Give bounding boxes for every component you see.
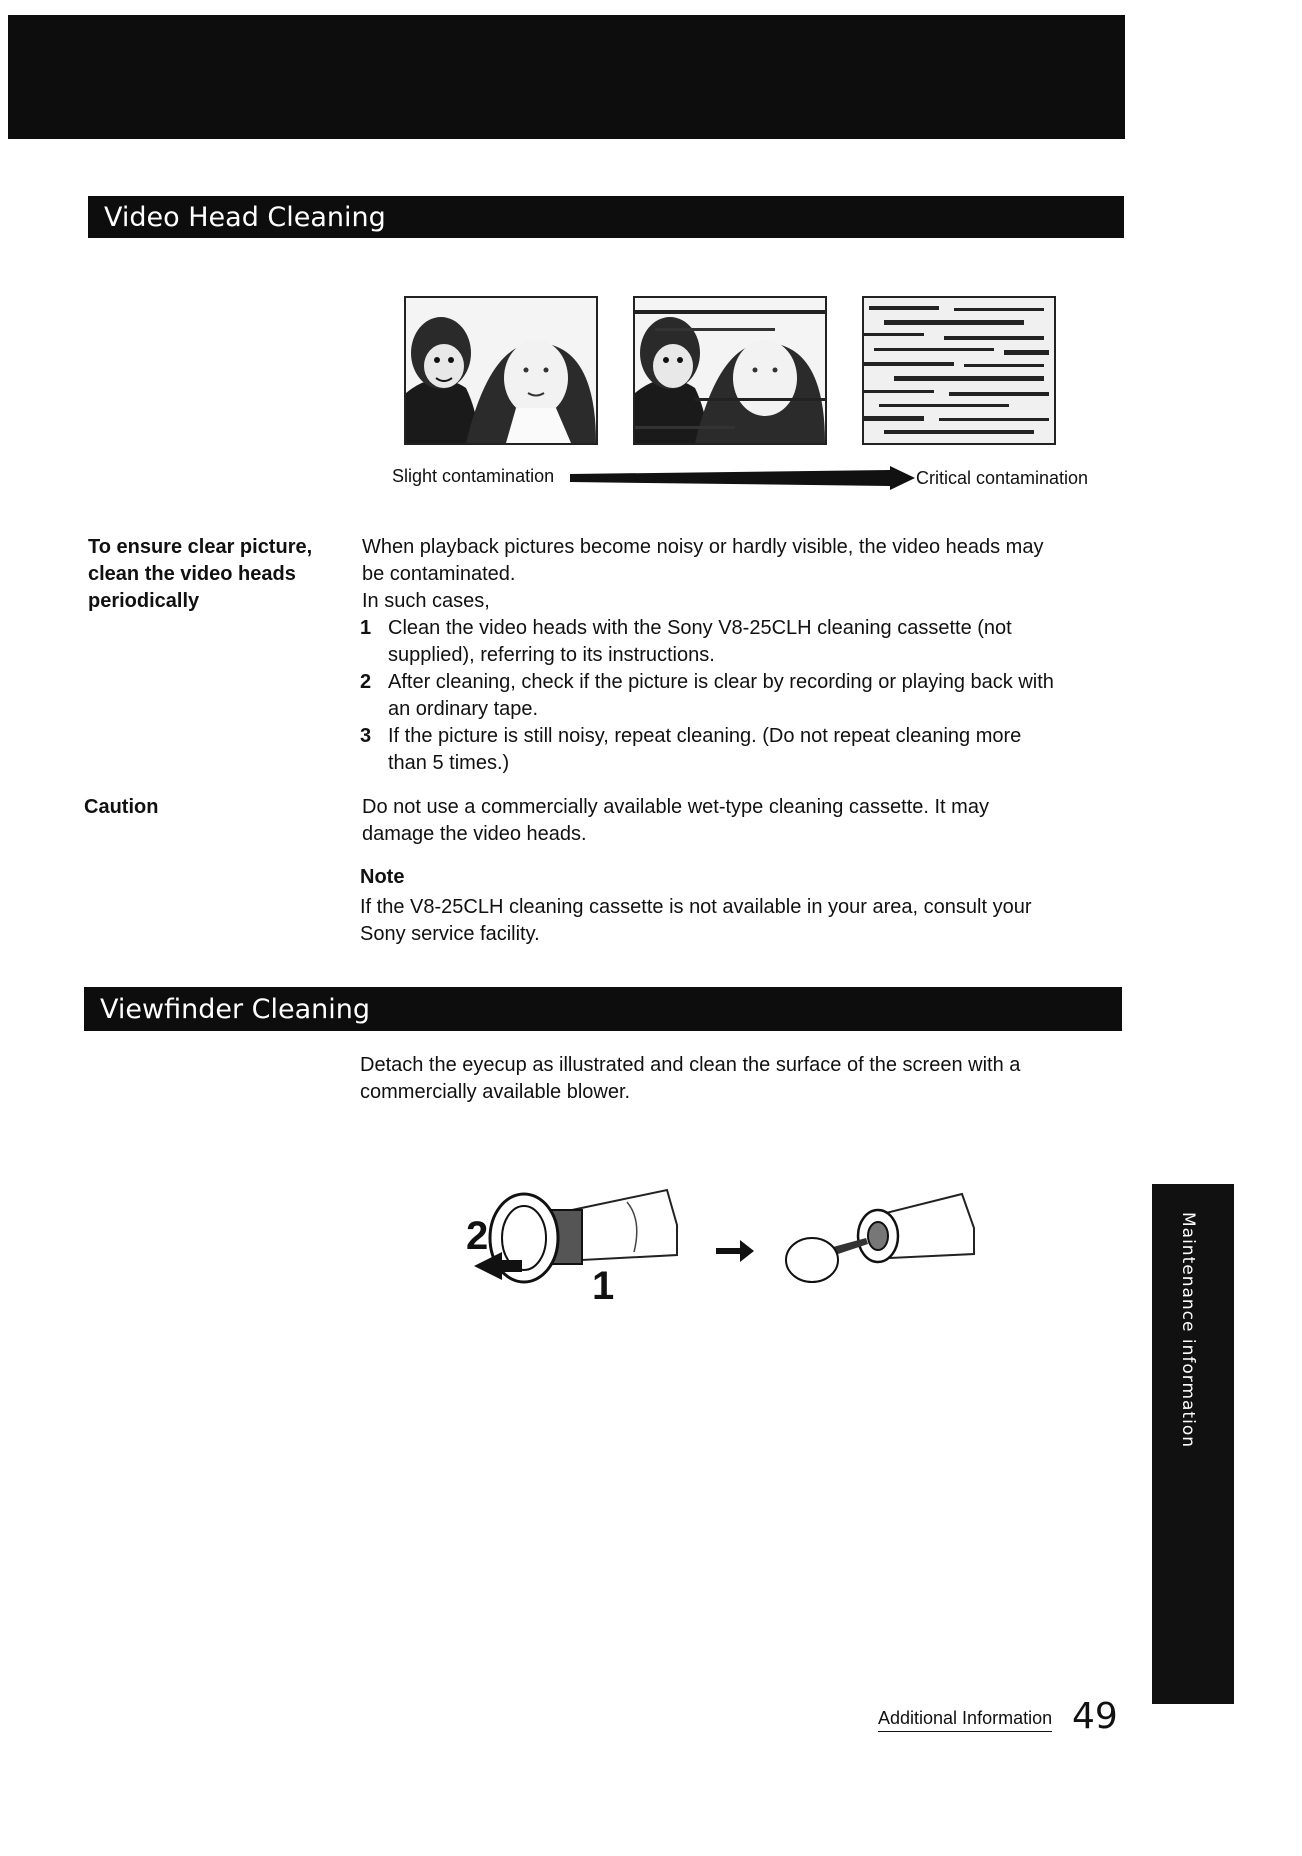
video-head-cleaning-title: Video Head Cleaning bbox=[104, 201, 386, 233]
header-band bbox=[8, 15, 1125, 139]
side-label-line: To ensure clear picture, bbox=[88, 536, 313, 558]
note-line: Sony service facility. bbox=[360, 923, 540, 945]
viewfinder-cleaning-title: Viewfinder Cleaning bbox=[100, 993, 370, 1025]
step-item bbox=[360, 723, 1120, 777]
critical-contamination-label: Critical contamination bbox=[916, 468, 1089, 488]
page-number: 49 bbox=[1072, 1696, 1118, 1737]
step-number: 3 bbox=[360, 725, 372, 747]
step-1-marker: 1 bbox=[592, 1264, 615, 1308]
step-line: than 5 times.) bbox=[388, 752, 510, 774]
chapter-side-tab-label: Maintenance information bbox=[1178, 1212, 1198, 1448]
step-line: Clean the video heads with the Sony V8-25CLH cleaning cassette (not bbox=[388, 617, 1012, 639]
step-line: supplied), referring to its instructions. bbox=[388, 644, 715, 666]
photo-moderate-contamination bbox=[633, 296, 827, 445]
intro-line: When playback pictures become noisy or hardly visible, the video heads may bbox=[362, 536, 1044, 558]
caution-line: Do not use a commercially available wet-type cleaning cassette. It may bbox=[362, 796, 989, 818]
caution-label: Caution bbox=[84, 796, 159, 818]
note-line: If the V8-25CLH cleaning cassette is not available in your area, consult your bbox=[360, 896, 1032, 918]
viewfinder-line: commercially available blower. bbox=[360, 1081, 631, 1103]
cleaning-steps bbox=[360, 615, 1120, 777]
step-line: an ordinary tape. bbox=[388, 698, 539, 720]
step-item bbox=[360, 615, 1120, 669]
step-2-marker: 2 bbox=[466, 1214, 489, 1258]
side-label-line: clean the video heads bbox=[88, 563, 296, 585]
note-label: Note bbox=[360, 866, 405, 888]
contamination-arrow bbox=[570, 466, 915, 490]
step-line: If the picture is still noisy, repeat cleaning. (Do not repeat cleaning more bbox=[388, 725, 1022, 747]
intro-line: In such cases, bbox=[362, 590, 490, 612]
right-arrow-icon bbox=[716, 1238, 756, 1264]
video-head-cleaning-heading bbox=[88, 196, 1124, 238]
blower-illustration bbox=[782, 1186, 978, 1296]
viewfinder-cleaning-heading bbox=[84, 987, 1122, 1031]
side-label-line: periodically bbox=[88, 590, 200, 612]
photo-critical-contamination bbox=[862, 296, 1056, 445]
footer-section-label: Additional Information bbox=[878, 1708, 1052, 1732]
step-number: 2 bbox=[360, 671, 372, 693]
step-item bbox=[360, 669, 1120, 723]
viewfinder-line: Detach the eyecup as illustrated and clean the surface of the screen with a bbox=[360, 1054, 1021, 1076]
eyecup-removal-illustration bbox=[462, 1180, 692, 1310]
ensure-clear-intro bbox=[362, 534, 1122, 615]
step-number: 1 bbox=[360, 617, 372, 639]
caution-line: damage the video heads. bbox=[362, 823, 587, 845]
caution-text bbox=[362, 794, 1122, 848]
intro-line: be contaminated. bbox=[362, 563, 516, 585]
ensure-clear-side-label bbox=[88, 534, 312, 615]
slight-contamination-label: Slight contamination bbox=[392, 466, 555, 486]
step-line: After cleaning, check if the picture is clear by recording or playing back with bbox=[388, 671, 1054, 693]
note-text bbox=[360, 894, 1120, 948]
viewfinder-text bbox=[360, 1052, 1120, 1106]
photo-slight-contamination bbox=[404, 296, 598, 445]
